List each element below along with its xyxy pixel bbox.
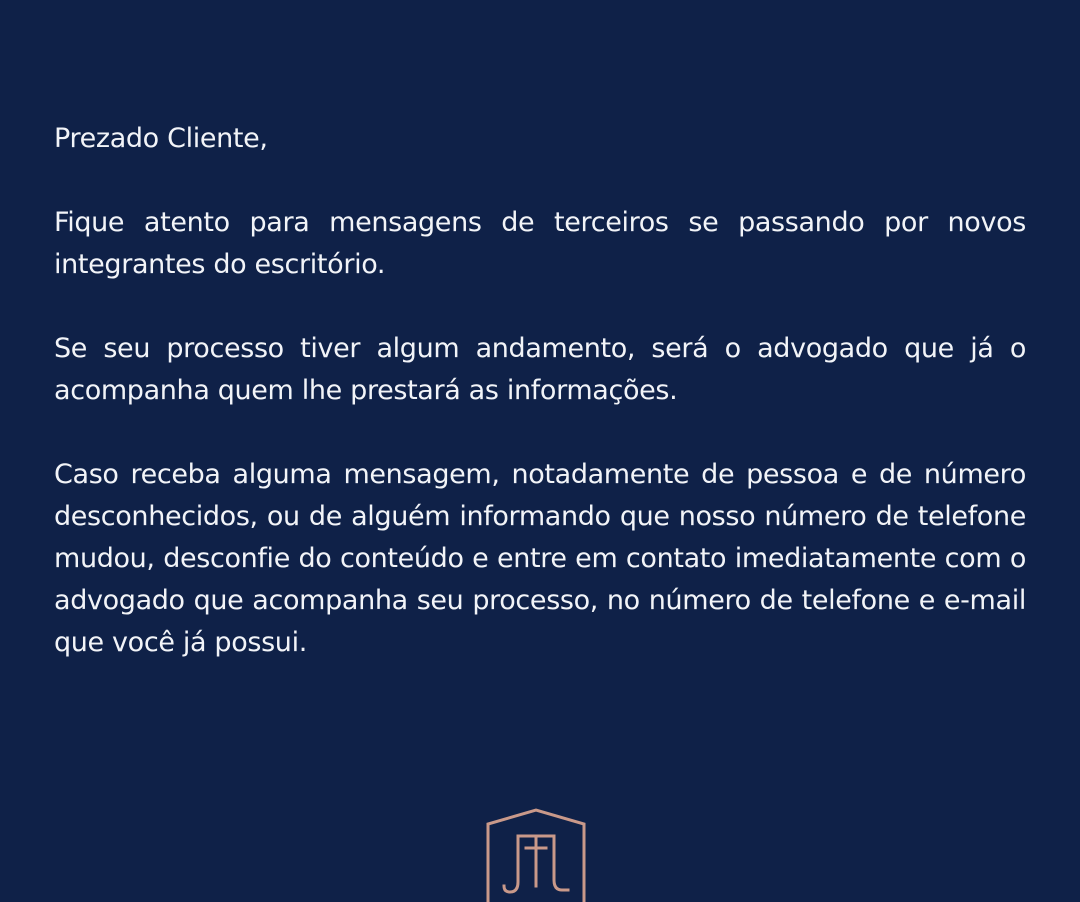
letter-paragraph-warning: Fique atento para mensagens de terceiros se passando por novos integrantes do escritório. [54, 207, 1026, 280]
monogram-house-logo [484, 806, 588, 902]
logo-monogram-left [504, 836, 518, 892]
letter-paragraph-instructions: Caso receba alguma mensagem, notadamente de pessoa e de número desconhecidos, ou de alguém informando que nosso número de telefone mudou, desconfie do conteúdo e entre em contato imediatamente com o advogado que acompanha seu processo, no número de telefone e e-mail que você já possui. [54, 459, 1026, 658]
notice-letter [54, 118, 1026, 706]
letter-paragraph-lawyer-contact: Se seu processo tiver algum andamento, será o advogado que já o acompanha quem lhe prestará as informações. [54, 333, 1026, 406]
logo-monogram-middle [518, 836, 536, 886]
letter-greeting: Prezado Cliente, [54, 123, 268, 154]
logo-monogram-right [536, 836, 568, 890]
